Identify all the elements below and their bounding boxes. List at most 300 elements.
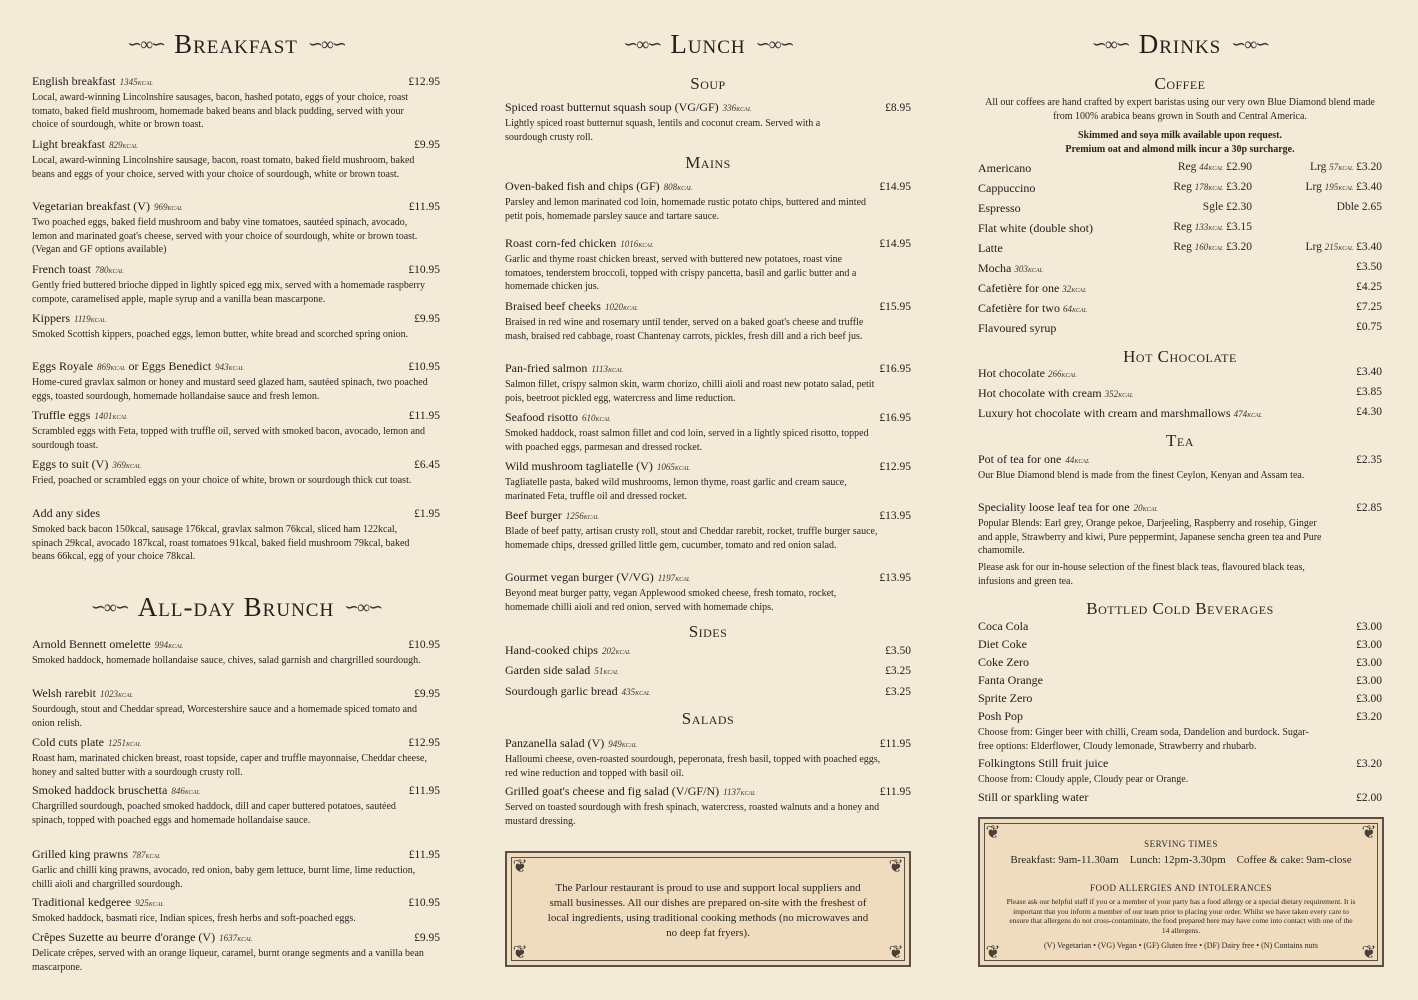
coffee-row (978, 221, 1382, 237)
menu-item-title (505, 297, 638, 315)
menu-item-description: Local, award-winning Lincolnshire sausages, bacon, hashed potato, eggs of your choice, roast tomato, baked field mushroom, homemade baked beans and black pudding, served with your choice of sourdough, white or brown toast. (32, 92, 408, 130)
menu-item-kcal: 943kcal (215, 362, 244, 372)
menu-item (32, 260, 440, 306)
menu-item-kcal: 1113kcal (591, 364, 623, 374)
menu-item-name: Sprite Zero (978, 691, 1033, 705)
menu-item-price: £3.50 (885, 645, 911, 657)
menu-item-title (505, 506, 599, 524)
menu-item-description: Fried, poached or scrambled eggs on your choice of white, brown or sourdough thick cut toast. (32, 475, 412, 486)
menu-item-name: Pan-fried salmon (505, 361, 588, 375)
coffee-name: Cappuccino (978, 181, 1036, 195)
size-kcal: 195kcal (1324, 182, 1354, 192)
menu-item (505, 661, 911, 679)
menu-item-header (32, 928, 440, 946)
coffee-row (978, 261, 1382, 277)
coffee-row (978, 281, 1382, 297)
menu-item (32, 733, 440, 779)
flourish-left-icon: ∽∞∽ (1091, 34, 1129, 54)
coffee-name: Flat white (double shot) (978, 221, 1093, 235)
diet-legend: (V) Vegetarian • (VG) Vegan • (GF) Gluten free • (DF) Dairy free • (N) Contains nuts (1044, 941, 1318, 950)
hot-chocolate-row-name (978, 386, 1133, 401)
menu-item-name: Coca Cola (978, 619, 1029, 633)
size-label: Lrg (1305, 181, 1322, 193)
menu-item (32, 455, 440, 488)
menu-item-price: £3.20 (1356, 758, 1382, 770)
salads-heading: Salads (681, 709, 735, 728)
menu-item-kcal: 369kcal (112, 460, 141, 470)
menu-item-name: Crêpes Suzette au beurre d'orange (V) (32, 930, 216, 944)
menu-item-description: Smoked back bacon 150kcal, sausage 176kcal, gravlax salmon 76kcal, sliced ham 122kcal, spinach 29kcal, avocado 187kcal, roast tomatoes 91kcal, baked field mushroom 79kcal, baked beans 66kcal, egg of your choice 78kcal. (32, 524, 410, 562)
coffee-row (978, 241, 1382, 257)
menu-item-header (505, 734, 911, 752)
flourish-left-icon: ∽∞∽ (127, 34, 165, 54)
size-label: Lrg (1305, 241, 1322, 253)
menu-item (978, 617, 1382, 635)
size-kcal: 178kcal (1194, 182, 1224, 192)
hot-chocolate-row (978, 406, 1382, 422)
menu-item-name: French toast (32, 262, 91, 276)
hot-chocolate-row-kcal: 352kcal (1104, 389, 1134, 399)
coffee-row-kcal: 32kcal (1062, 284, 1087, 294)
menu-item (505, 734, 911, 780)
menu-item-header (505, 297, 911, 315)
menu-item-description: Popular Blends: Earl grey, Orange pekoe, Darjeeling, Raspberry and rosehip, Ginger and apple, Strawberry and kiwi, Pure peppermint, Japanese sencha green tea and Pure chamomile. (978, 518, 1322, 556)
menu-item-title (505, 734, 637, 752)
coffee-row-name (978, 281, 1086, 296)
menu-item-kcal: 787kcal (131, 850, 161, 860)
menu-item-description: Home-cured gravlax salmon or honey and mustard seed glazed ham, sautéed spinach, two poached eggs, toasted sourdough, homemade hollandaise sauce and fresh lemon. (32, 377, 428, 402)
menu-item (505, 457, 911, 503)
menu-item-name: Folkingtons Still fruit juice (978, 756, 1109, 770)
size-label: Reg (1177, 161, 1197, 173)
local-suppliers-text: The Parlour restaurant is proud to use and support local suppliers and small businesses. All our dishes are prepared on-site with the freshest of local ingredients, using traditional cooking methods (no microwaves and no deep fat fryers). (547, 882, 869, 939)
hot-chocolate-row-label: Hot chocolate with cream (978, 386, 1102, 400)
coffee-intro: All our coffees are hand crafted by expert baristas using our very own Blue Diamond blend made from 100% arabica beans grown in South and Central America. (985, 97, 1375, 122)
menu-item-price: £3.00 (1356, 693, 1382, 705)
coffee-row-kcal: 303kcal (1014, 264, 1043, 274)
menu-item-kcal: 1020kcal (604, 302, 638, 312)
menu-item-name: Seafood risotto (505, 410, 578, 424)
menu-item-description: Lightly spiced roast butternut squash, lentils and coconut cream. Served with a sourdough crusty roll. (505, 118, 821, 143)
menu-item-name: Speciality loose leaf tea for one (978, 500, 1130, 514)
size-price: £2.90 (1226, 161, 1252, 173)
menu-item-title (32, 197, 182, 215)
flourish-right-icon: ∽∞∽ (755, 34, 793, 54)
menu-item (978, 671, 1382, 689)
menu-item-description: Two poached eggs, baked field mushroom and baby vine tomatoes, sautéed spinach, avocado, lemon and marinated goat's cheese, served with your choice of sourdough, white or brown toast. (Vegan and GF options available) (32, 217, 418, 255)
cold-beverages-heading: Bottled Cold Beverages (1086, 599, 1274, 618)
menu-item (505, 98, 911, 144)
menu-item-header (978, 498, 1382, 516)
menu-item-price: £10.95 (408, 361, 440, 373)
menu-item-price: £13.95 (879, 510, 911, 522)
coffee-row-label: Cafetière for one (978, 281, 1060, 295)
menu-item-price: £12.95 (408, 737, 440, 749)
menu-item-header (505, 682, 911, 700)
brunch-title: All-day Brunch (137, 591, 335, 622)
brunch-heading (32, 587, 440, 627)
menu-item-title (978, 653, 1029, 671)
menu-item-header (978, 635, 1382, 653)
coffee-row-price: £4.25 (1356, 281, 1382, 293)
menu-item (32, 635, 440, 668)
menu-item-kcal: 1016kcal (620, 239, 654, 249)
menu-item-header (978, 617, 1382, 635)
menu-item-header (32, 260, 440, 278)
menu-item-title (32, 309, 106, 327)
menu-item-price: £14.95 (879, 238, 911, 250)
menu-item-name: Beef burger (505, 508, 562, 522)
menu-item-header (32, 733, 440, 751)
menu-item-title (978, 689, 1032, 707)
menu-item (978, 788, 1382, 806)
drinks-heading (978, 24, 1382, 64)
menu-item-kcal: 846kcal (171, 786, 200, 796)
menu-item-kcal: 336kcal (722, 103, 752, 113)
ornament-corner-icon: ❦ (888, 856, 904, 876)
menu-item (32, 135, 440, 181)
menu-item-title (505, 408, 611, 426)
menu-item (505, 297, 911, 343)
menu-item (32, 357, 440, 403)
menu-item-title (505, 359, 623, 377)
menu-item-title (505, 661, 618, 679)
menu-item-kcal: 610kcal (582, 413, 611, 423)
coffee-row-name (978, 321, 1056, 336)
menu-item-title (978, 617, 1028, 635)
menu-item-title (978, 788, 1088, 806)
hot-chocolate-row-kcal: 474kcal (1233, 409, 1263, 419)
menu-item (505, 234, 911, 294)
size-price: £3.20 (1356, 161, 1382, 173)
menu-item-price: £12.95 (879, 461, 911, 473)
menu-item-description: Choose from: Cloudy apple, Cloudy pear or Orange. (978, 774, 1189, 785)
menu-item-description: Served on toasted sourdough with fresh spinach, watercress, roasted walnuts and a honey and mustard dressing. (505, 802, 880, 827)
coffee-large-price (1310, 161, 1382, 173)
menu-item-price: £3.00 (1356, 639, 1382, 651)
menu-item-price: £13.95 (879, 572, 911, 584)
menu-item (978, 689, 1382, 707)
menu-item-title (32, 928, 252, 946)
menu-item-header (505, 177, 911, 195)
menu-item-title (32, 455, 141, 473)
menu-item-header (32, 781, 440, 799)
menu-item-description: Garlic and thyme roast chicken breast, served with buttered new potatoes, roast vine tomatoes, tenderstem broccoli, topped with crispy pancetta, basil and garlic butter and a homemade chicken jus. (505, 254, 857, 292)
menu-item-header (32, 684, 440, 702)
menu-item-title (32, 406, 127, 424)
serving-times-title: SERVING TIMES (1144, 839, 1218, 849)
menu-item-kcal: 1137kcal (723, 787, 756, 797)
menu-item (978, 707, 1382, 753)
flourish-left-icon: ∽∞∽ (623, 34, 661, 54)
menu-item (32, 197, 440, 257)
menu-item-header (32, 455, 440, 473)
menu-item-price: £10.95 (408, 639, 440, 651)
menu-item-header (32, 406, 440, 424)
breakfast-title: Breakfast (174, 28, 298, 59)
menu-item-price: £14.95 (879, 181, 911, 193)
menu-item-kcal: 925kcal (135, 898, 164, 908)
coffee-row-name (978, 261, 1043, 276)
soup-heading: Soup (690, 74, 726, 93)
drinks-title: Drinks (1138, 28, 1222, 59)
menu-item-price: £9.95 (414, 139, 440, 151)
menu-item-kcal: 1345kcal (119, 77, 153, 87)
menu-item-name: Wild mushroom tagliatelle (V) (505, 459, 653, 473)
hot-chocolate-row-kcal: 266kcal (1047, 369, 1077, 379)
menu-item-title (32, 357, 244, 375)
ornament-corner-icon: ❦ (1361, 942, 1377, 962)
coffee-row (978, 181, 1382, 197)
menu-item-name: Grilled king prawns (32, 847, 128, 861)
menu-item-description: Smoked haddock, basmati rice, Indian spices, fresh herbs and soft-poached eggs. (32, 913, 356, 924)
size-label: Reg (1173, 181, 1192, 193)
menu-item-title (505, 234, 653, 252)
menu-item-header (32, 504, 440, 522)
tea-note: Please ask for our in-house selection of the finest black teas, flavoured black teas, infusions and green tea. (978, 562, 1305, 587)
menu-item-header (978, 689, 1382, 707)
menu-item-title (978, 671, 1043, 689)
coffee-row (978, 321, 1382, 337)
menu-item-header (978, 671, 1382, 689)
menu-item-header (505, 359, 911, 377)
menu-item-name: Smoked haddock bruschetta (32, 783, 168, 797)
menu-item-price: £12.95 (408, 76, 440, 88)
menu-item-header (978, 707, 1382, 725)
menu-item-kcal: 808kcal (663, 182, 693, 192)
size-label: Sgle (1202, 201, 1224, 213)
menu-item-name: Grilled goat's cheese and fig salad (V/GF/N) (505, 784, 720, 798)
size-kcal: 133kcal (1194, 222, 1224, 232)
menu-item-kcal: 1251kcal (108, 738, 142, 748)
flourish-right-icon: ∽∞∽ (1231, 34, 1269, 54)
menu-item-name: Hand-cooked chips (505, 643, 598, 657)
menu-item-header (978, 450, 1382, 468)
lunch-heading (505, 24, 911, 64)
coffee-row-name (978, 301, 1087, 316)
coffee-regular-price (1173, 241, 1252, 253)
menu-item-header (505, 408, 911, 426)
menu-item-description: Salmon fillet, crispy salmon skin, warm chorizo, chilli aioli and roast new potato salad, petit pois, beetroot pickled egg, watercress and lime reduction. (505, 379, 875, 404)
allergy-text: Please ask our helpful staff if you or a member of your party has a food allergy or a special dietary requirement. It is important that you inform a member of our team prior to placing your order. Whilst we have taken every care to ensure that allergens do not cross-contaminate, the food prepared here may have come into contact with one of the 14 allergens. (1006, 897, 1356, 935)
menu-item-title (32, 260, 124, 278)
coffee-row-price: £0.75 (1356, 321, 1382, 333)
menu-item-title (978, 635, 1027, 653)
menu-item-name: Kippers (32, 311, 70, 325)
hot-chocolate-row (978, 366, 1382, 382)
flourish-left-icon: ∽∞∽ (90, 597, 128, 617)
size-price: £3.40 (1356, 241, 1382, 253)
coffee-name: Espresso (978, 201, 1021, 215)
menu-item-title (505, 641, 631, 659)
menu-item-name: Roast corn-fed chicken (505, 236, 617, 250)
menu-item-name: Braised beef cheeks (505, 299, 601, 313)
menu-item-title (32, 635, 183, 653)
menu-item-description: Roast ham, marinated chicken breast, roast topside, caper and truffle mayonnaise, Cheddar cheese, honey and salted butter with a sourdough crusty roll. (32, 753, 427, 778)
menu-item (32, 72, 440, 132)
menu-item-price: £16.95 (879, 412, 911, 424)
menu-item-description: Our Blue Diamond blend is made from the finest Ceylon, Kenyan and Assam tea. (978, 470, 1305, 481)
hot-chocolate-row-price: £4.30 (1356, 406, 1382, 418)
menu-item (32, 684, 440, 730)
menu-item-description: Chargrilled sourdough, poached smoked haddock, dill and caper buttered potatoes, sautéed spinach, topped with poached eggs and homemade hollandaise sauce. (32, 801, 396, 826)
size-price: £3.40 (1356, 181, 1382, 193)
menu-item-name: Cold cuts plate (32, 735, 104, 749)
menu-item (978, 653, 1382, 671)
menu-item-or: or (125, 359, 142, 373)
menu-item-price: £15.95 (879, 301, 911, 313)
menu-item-header (505, 98, 911, 116)
coffee-large-price (1305, 241, 1382, 253)
menu-item-price: £10.95 (408, 264, 440, 276)
menu-item (505, 506, 911, 552)
menu-item-name: Welsh rarebit (32, 686, 97, 700)
menu-item (505, 408, 911, 454)
menu-item-price: £2.35 (1356, 454, 1382, 466)
lunch-title: Lunch (670, 28, 746, 59)
menu-item-price: £11.95 (408, 201, 440, 213)
menu-item-name: Vegetarian breakfast (V) (32, 199, 150, 213)
coffee-regular-price (1173, 221, 1252, 233)
menu-item-name: Spiced roast butternut squash soup (VG/GF) (505, 100, 719, 114)
coffee-row-price: £7.25 (1356, 301, 1382, 313)
menu-item-kcal: 1119kcal (74, 314, 106, 324)
menu-item-header (978, 754, 1382, 772)
hot-chocolate-row-price: £3.85 (1356, 386, 1382, 398)
menu-item-header (505, 506, 911, 524)
coffee-row (978, 201, 1382, 217)
coffee-row-price: £3.50 (1356, 261, 1382, 273)
menu-item-description: Beyond meat burger patty, vegan Applewood smoked cheese, fresh tomato, rocket, homemade chilli aioli and red onion, served with homemade chips. (505, 588, 837, 613)
menu-item-header (978, 653, 1382, 671)
menu-item-kcal: 1065kcal (656, 462, 690, 472)
size-label: Dble (1336, 201, 1359, 213)
hot-chocolate-row-name (978, 406, 1262, 421)
coffee-surcharge-note: Premium oat and almond milk incur a 30p surcharge. (1065, 144, 1295, 155)
menu-item-price: £3.25 (885, 665, 911, 677)
menu-item-name: Coke Zero (978, 655, 1029, 669)
menu-item-price: £1.95 (414, 508, 440, 520)
menu-item-name: Panzanella salad (V) (505, 736, 605, 750)
menu-item-price: £3.25 (885, 686, 911, 698)
menu-item-kcal: 869kcal (97, 362, 126, 372)
menu-item-title (32, 845, 161, 863)
size-price: £3.20 (1226, 181, 1252, 193)
menu-item-title (505, 568, 690, 586)
size-kcal: 57kcal (1329, 162, 1354, 172)
coffee-regular-price (1203, 201, 1252, 213)
menu-item-name: Add any sides (32, 506, 100, 520)
menu-item-kcal: 202kcal (601, 646, 631, 656)
menu-item-title (32, 684, 133, 702)
menu-item-name: Light breakfast (32, 137, 105, 151)
menu-item-kcal: 1401kcal (94, 411, 128, 421)
menu-item (978, 450, 1382, 483)
menu-item-name: English breakfast (32, 74, 116, 88)
menu-item-kcal: 994kcal (154, 640, 184, 650)
menu-item (32, 781, 440, 827)
menu-item-name: Truffle eggs (32, 408, 91, 422)
menu-item (505, 641, 911, 659)
menu-item-name: Fanta Orange (978, 673, 1043, 687)
menu-item-description: Garlic and chilli king prawns, avocado, red onion, baby gem lettuce, burnt lime, lime reduction, chilli aioli and chargrilled sourdough. (32, 865, 416, 890)
menu-item-kcal: 1637kcal (219, 933, 253, 943)
size-price: £3.20 (1226, 241, 1252, 253)
mains-heading: Mains (685, 153, 731, 172)
size-label: Reg (1173, 241, 1192, 253)
menu-item-title (978, 707, 1023, 725)
menu-item-header (505, 661, 911, 679)
menu-item-price: £9.95 (414, 313, 440, 325)
menu-item-description: Tagliatelle pasta, baked wild mushrooms, lemon thyme, roast garlic and cream sauce, marinated Feta, truffle oil and dressed rocket. (505, 477, 847, 502)
size-price: £2.30 (1226, 201, 1252, 213)
menu-item-description: Smoked haddock, roast salmon fillet and cod loin, served in a lightly spiced risotto, topped with poached eggs, parmesan and dressed rocket. (505, 428, 869, 453)
menu-item-description: Parsley and lemon marinated cod loin, homemade rustic potato chips, buttered and minted petit pois, homemade parsley sauce and tartare sauce. (505, 197, 867, 222)
coffee-row-kcal: 64kcal (1062, 304, 1087, 314)
menu-item-title (505, 177, 692, 195)
coffee-row-label: Mocha (978, 261, 1012, 275)
menu-item-header (505, 568, 911, 586)
menu-item-header (32, 309, 440, 327)
menu-item-price: £11.95 (408, 410, 440, 422)
size-label: Reg (1173, 221, 1192, 233)
menu-item-name: Arnold Bennett omelette (32, 637, 151, 651)
size-kcal: 215kcal (1324, 242, 1354, 252)
menu-item-kcal: 44kcal (1065, 455, 1090, 465)
hot-chocolate-row-label: Luxury hot chocolate with cream and marshmallows (978, 406, 1231, 420)
coffee-row-label: Flavoured syrup (978, 321, 1057, 335)
menu-item-header (505, 782, 911, 800)
menu-item-title (32, 781, 200, 799)
menu-item-title (505, 782, 755, 800)
menu-item-name: Pot of tea for one (978, 452, 1062, 466)
menu-item-price: £3.20 (1356, 711, 1382, 723)
menu-item-description: Local, award-winning Lincolnshire sausage, bacon, roast tomato, baked field mushroom, baked beans and eggs of your choice, served with your choice of sourdough, white or brown toast. (32, 155, 415, 180)
menu-item-price: £11.95 (408, 849, 440, 861)
menu-item-name: Garden side salad (505, 663, 591, 677)
menu-item-price: £3.00 (1356, 657, 1382, 669)
menu-item-name: Eggs Royale (32, 359, 93, 373)
menu-item (978, 754, 1382, 787)
coffee-row (978, 161, 1382, 177)
menu-item-header (505, 234, 911, 252)
menu-item-name: Posh Pop (978, 709, 1024, 723)
menu-item-price: £11.95 (879, 738, 911, 750)
menu-item-kcal: 1197kcal (657, 573, 691, 583)
flourish-right-icon: ∽∞∽ (344, 597, 382, 617)
allergy-title: FOOD ALLERGIES AND INTOLERANCES (1089, 883, 1273, 893)
ornament-corner-icon: ❦ (1361, 822, 1377, 842)
ornament-corner-icon: ❦ (888, 942, 904, 962)
menu-item (32, 845, 440, 891)
menu-item-title (505, 457, 690, 475)
menu-item-name: Eggs Benedict (141, 359, 212, 373)
menu-item (505, 568, 911, 614)
menu-item-title (978, 450, 1089, 468)
size-kcal: 44kcal (1199, 162, 1224, 172)
menu-item (32, 406, 440, 452)
coffee-name: Americano (978, 161, 1032, 175)
sides-heading: Sides (688, 622, 728, 641)
menu-item-price: £11.95 (879, 786, 911, 798)
menu-item-title (32, 135, 138, 153)
menu-item-price: £16.95 (879, 363, 911, 375)
menu-item-title (978, 754, 1108, 772)
coffee-milk-note: Skimmed and soya milk available upon request. (1077, 130, 1283, 141)
ornament-corner-icon: ❦ (512, 856, 528, 876)
coffee-row (978, 301, 1382, 317)
menu-item-price: £11.95 (408, 785, 440, 797)
